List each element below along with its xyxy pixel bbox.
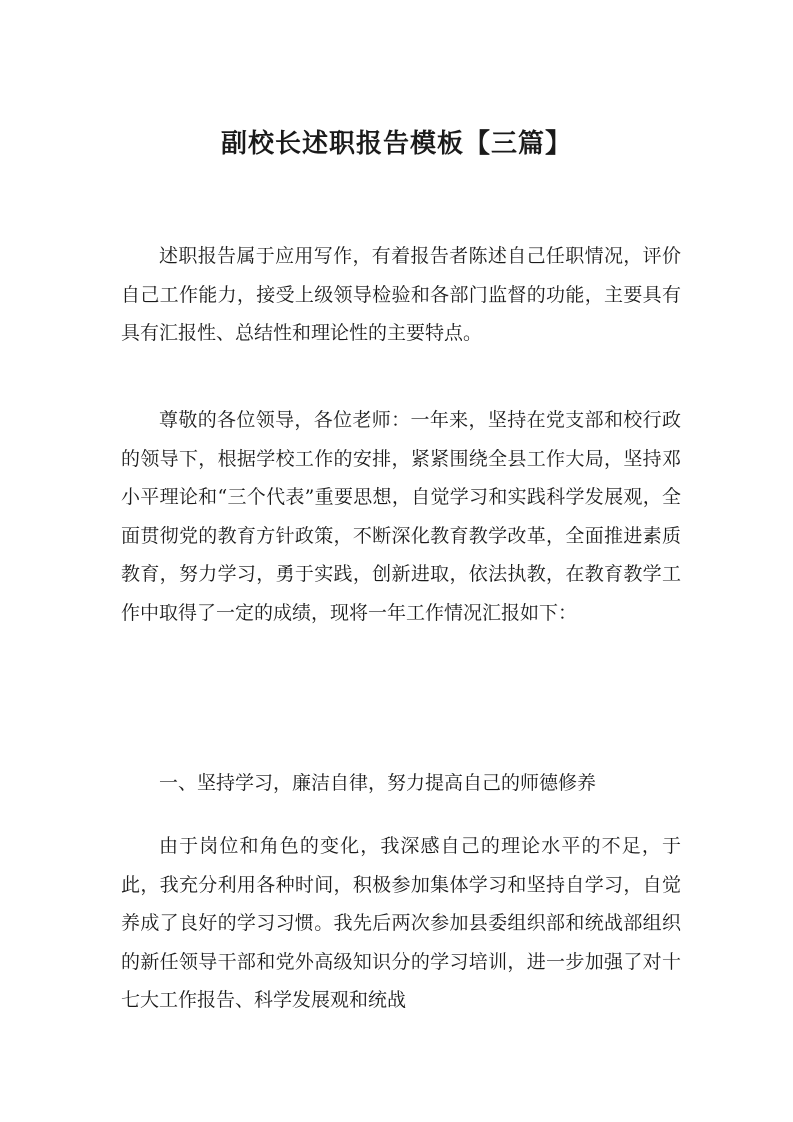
intro-paragraph: 述职报告属于应用写作，有着报告者陈述自己任职情况，评价自己工作能力，接受上级领导检验和各部门监督的功能，主要具有具有汇报性、总结性和理论性的主要特点。 <box>121 245 681 344</box>
section-heading: 一、坚持学习，廉洁自律，努力提高自己的师德修养 <box>159 772 597 794</box>
greeting-paragraph: 尊敬的各位领导，各位老师：一年来，坚持在党支部和校行政的领导下，根据学校工作的安排，紧紧围绕全县工作大局，坚持邓小平理论和“三个代表”重要思想，自觉学习和实践科学发展观，全面贯彻党的教育方针政策，不断深化教育教学改革，全面推进素质教育，努力学习，勇于实践，创新进取，依法执教，在教育教学工作中取得了一定的成绩，现将一年工作情况汇报如下： <box>121 409 681 624</box>
document-title: 副校长述职报告模板【三篇】 <box>220 129 572 159</box>
section-paragraph: 由于岗位和角色的变化，我深感自己的理论水平的不足，于此，我充分利用各种时间，积极参加集体学习和坚持自学习，自觉养成了良好的学习习惯。我先后两次参加县委组织部和统战部组织的新任领导干部和党外高级知识分的学习培训，进一步加强了对十七大工作报告、科学发展观和统战 <box>121 835 681 1011</box>
